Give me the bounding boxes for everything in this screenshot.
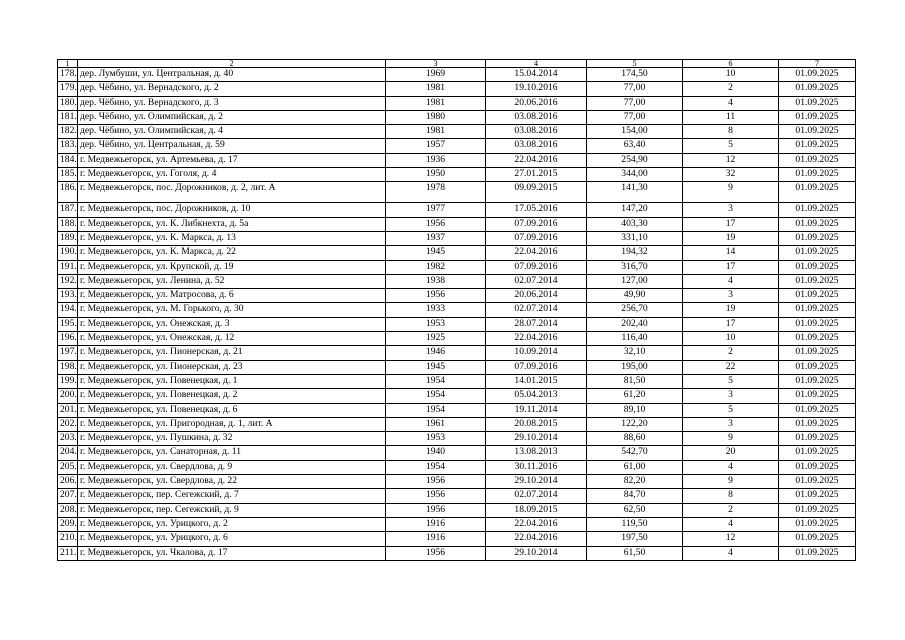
build-year-cell: 1954 — [386, 403, 486, 417]
count-cell: 5 — [683, 403, 779, 417]
address-cell: г. Медвежьегорск, ул. Свердлова, д. 9 — [78, 460, 386, 474]
build-year-cell: 1940 — [386, 446, 486, 460]
area-cell: 195,00 — [587, 360, 683, 374]
deadline-date-cell: 01.09.2025 — [779, 403, 856, 417]
row-number-cell: 200. — [58, 389, 78, 403]
date-cell: 03.08.2016 — [486, 139, 587, 153]
count-cell: 14 — [683, 246, 779, 260]
date-cell: 02.07.2014 — [486, 274, 587, 288]
column-number: 4 — [486, 60, 587, 68]
deadline-date-cell: 01.09.2025 — [779, 432, 856, 446]
column-number-row — [58, 60, 856, 68]
table-row — [58, 203, 856, 217]
deadline-date-cell: 01.09.2025 — [779, 346, 856, 360]
count-cell: 3 — [683, 417, 779, 431]
address-cell: г. Медвежьегорск, ул. Повенецкая, д. 6 — [78, 403, 386, 417]
area-cell: 82,20 — [587, 475, 683, 489]
address-cell: г. Медвежьегорск, пер. Сегежский, д. 9 — [78, 503, 386, 517]
row-number-cell: 178. — [58, 68, 78, 82]
deadline-date-cell: 01.09.2025 — [779, 332, 856, 346]
count-cell: 19 — [683, 231, 779, 245]
table-row — [58, 446, 856, 460]
count-cell: 17 — [683, 260, 779, 274]
row-number-cell: 195. — [58, 317, 78, 331]
row-number-cell: 199. — [58, 374, 78, 388]
count-cell: 19 — [683, 303, 779, 317]
count-cell: 9 — [683, 432, 779, 446]
build-year-cell: 1938 — [386, 274, 486, 288]
build-year-cell: 1981 — [386, 125, 486, 139]
area-cell: 81,50 — [587, 374, 683, 388]
column-number: 3 — [386, 60, 486, 68]
deadline-date-cell: 01.09.2025 — [779, 517, 856, 531]
date-cell: 17.05.2016 — [486, 203, 587, 217]
row-number-cell: 205. — [58, 460, 78, 474]
table-row — [58, 303, 856, 317]
table-row — [58, 289, 856, 303]
count-cell: 8 — [683, 489, 779, 503]
address-cell: г. Медвежьегорск, ул. Пионерская, д. 21 — [78, 346, 386, 360]
build-year-cell: 1916 — [386, 517, 486, 531]
count-cell: 11 — [683, 110, 779, 124]
row-number-cell: 196. — [58, 332, 78, 346]
address-cell: г. Медвежьегорск, ул. К. Либкнехта, д. 5а — [78, 217, 386, 231]
area-cell: 77,00 — [587, 96, 683, 110]
build-year-cell: 1916 — [386, 532, 486, 546]
deadline-date-cell: 01.09.2025 — [779, 139, 856, 153]
area-cell: 202,40 — [587, 317, 683, 331]
table-row — [58, 260, 856, 274]
row-number-cell: 185. — [58, 168, 78, 182]
date-cell: 07.09.2016 — [486, 260, 587, 274]
date-cell: 15.04.2014 — [486, 68, 587, 82]
row-number-cell: 193. — [58, 289, 78, 303]
row-number-cell: 183. — [58, 139, 78, 153]
column-number: 7 — [779, 60, 856, 68]
deadline-date-cell: 01.09.2025 — [779, 96, 856, 110]
row-number-cell: 192. — [58, 274, 78, 288]
count-cell: 2 — [683, 503, 779, 517]
address-cell: г. Медвежьегорск, ул. Ленина, д. 52 — [78, 274, 386, 288]
date-cell: 20.06.2016 — [486, 96, 587, 110]
deadline-date-cell: 01.09.2025 — [779, 82, 856, 96]
count-cell: 3 — [683, 203, 779, 217]
date-cell: 27.01.2015 — [486, 168, 587, 182]
area-cell: 89,10 — [587, 403, 683, 417]
row-number-cell: 208. — [58, 503, 78, 517]
table-row — [58, 432, 856, 446]
build-year-cell: 1978 — [386, 182, 486, 203]
row-number-cell: 181. — [58, 110, 78, 124]
area-cell: 62,50 — [587, 503, 683, 517]
column-number: 6 — [683, 60, 779, 68]
build-year-cell: 1953 — [386, 317, 486, 331]
date-cell: 03.08.2016 — [486, 125, 587, 139]
build-year-cell: 1954 — [386, 460, 486, 474]
row-number-cell: 190. — [58, 246, 78, 260]
build-year-cell: 1981 — [386, 96, 486, 110]
date-cell: 22.04.2016 — [486, 532, 587, 546]
deadline-date-cell: 01.09.2025 — [779, 374, 856, 388]
area-cell: 141,30 — [587, 182, 683, 203]
address-cell: дер. Чёбино, ул. Вернадского, д. 3 — [78, 96, 386, 110]
row-number-cell: 188. — [58, 217, 78, 231]
table-row — [58, 417, 856, 431]
address-cell: г. Медвежьегорск, пос. Дорожников, д. 10 — [78, 203, 386, 217]
table-row — [58, 532, 856, 546]
deadline-date-cell: 01.09.2025 — [779, 289, 856, 303]
build-year-cell: 1957 — [386, 139, 486, 153]
area-cell: 77,00 — [587, 82, 683, 96]
table-row — [58, 503, 856, 517]
count-cell: 3 — [683, 289, 779, 303]
count-cell: 20 — [683, 446, 779, 460]
date-cell: 09.09.2015 — [486, 182, 587, 203]
count-cell: 4 — [683, 460, 779, 474]
deadline-date-cell: 01.09.2025 — [779, 317, 856, 331]
build-year-cell: 1980 — [386, 110, 486, 124]
table-row — [58, 403, 856, 417]
row-number-cell: 211. — [58, 546, 78, 560]
count-cell: 4 — [683, 546, 779, 560]
table-row — [58, 475, 856, 489]
deadline-date-cell: 01.09.2025 — [779, 274, 856, 288]
row-number-cell: 209. — [58, 517, 78, 531]
build-year-cell: 1936 — [386, 153, 486, 167]
date-cell: 03.08.2016 — [486, 110, 587, 124]
table-row — [58, 374, 856, 388]
address-cell: дер. Лумбуши, ул. Центральная, д. 40 — [78, 68, 386, 82]
address-cell: дер. Чёбино, ул. Олимпийская, д. 2 — [78, 110, 386, 124]
row-number-cell: 184. — [58, 153, 78, 167]
address-cell: г. Медвежьегорск, ул. Урицкого, д. 6 — [78, 532, 386, 546]
address-cell: г. Медвежьегорск, ул. Артемьева, д. 17 — [78, 153, 386, 167]
row-number-cell: 203. — [58, 432, 78, 446]
table-row — [58, 317, 856, 331]
row-number-cell: 202. — [58, 417, 78, 431]
date-cell: 22.04.2016 — [486, 153, 587, 167]
row-number-cell: 210. — [58, 532, 78, 546]
area-cell: 256,70 — [587, 303, 683, 317]
row-number-cell: 189. — [58, 231, 78, 245]
area-cell: 122,20 — [587, 417, 683, 431]
address-cell: г. Медвежьегорск, ул. Пушкина, д. 32 — [78, 432, 386, 446]
address-cell: г. Медвежьегорск, ул. Онежская, д. 12 — [78, 332, 386, 346]
build-year-cell: 1956 — [386, 546, 486, 560]
deadline-date-cell: 01.09.2025 — [779, 460, 856, 474]
build-year-cell: 1956 — [386, 217, 486, 231]
build-year-cell: 1953 — [386, 432, 486, 446]
deadline-date-cell: 01.09.2025 — [779, 303, 856, 317]
build-year-cell: 1945 — [386, 246, 486, 260]
row-number-cell: 207. — [58, 489, 78, 503]
count-cell: 4 — [683, 517, 779, 531]
build-year-cell: 1937 — [386, 231, 486, 245]
deadline-date-cell: 01.09.2025 — [779, 446, 856, 460]
build-year-cell: 1954 — [386, 389, 486, 403]
date-cell: 07.09.2016 — [486, 360, 587, 374]
count-cell: 12 — [683, 532, 779, 546]
area-cell: 254,90 — [587, 153, 683, 167]
date-cell: 22.04.2016 — [486, 246, 587, 260]
area-cell: 84,70 — [587, 489, 683, 503]
date-cell: 05.04.2013 — [486, 389, 587, 403]
row-number-cell: 198. — [58, 360, 78, 374]
build-year-cell: 1950 — [386, 168, 486, 182]
area-cell: 174,50 — [587, 68, 683, 82]
date-cell: 30.11.2016 — [486, 460, 587, 474]
area-cell: 331,10 — [587, 231, 683, 245]
address-cell: г. Медвежьегорск, ул. М. Горького, д. 30 — [78, 303, 386, 317]
date-cell: 22.04.2016 — [486, 517, 587, 531]
deadline-date-cell: 01.09.2025 — [779, 168, 856, 182]
table-row — [58, 460, 856, 474]
date-cell: 10.09.2014 — [486, 346, 587, 360]
row-number-cell: 201. — [58, 403, 78, 417]
deadline-date-cell: 01.09.2025 — [779, 125, 856, 139]
count-cell: 3 — [683, 389, 779, 403]
row-number-cell: 194. — [58, 303, 78, 317]
deadline-date-cell: 01.09.2025 — [779, 231, 856, 245]
table-row — [58, 153, 856, 167]
table-row — [58, 346, 856, 360]
date-cell: 22.04.2016 — [486, 332, 587, 346]
address-cell: г. Медвежьегорск, ул. К. Маркса, д. 22 — [78, 246, 386, 260]
address-cell: г. Медвежьегорск, ул. Пионерская, д. 23 — [78, 360, 386, 374]
deadline-date-cell: 01.09.2025 — [779, 68, 856, 82]
table-row — [58, 489, 856, 503]
area-cell: 194,32 — [587, 246, 683, 260]
area-cell: 154,00 — [587, 125, 683, 139]
date-cell: 29.10.2014 — [486, 546, 587, 560]
deadline-date-cell: 01.09.2025 — [779, 153, 856, 167]
table-row — [58, 274, 856, 288]
area-cell: 116,40 — [587, 332, 683, 346]
area-cell: 88,60 — [587, 432, 683, 446]
build-year-cell: 1954 — [386, 374, 486, 388]
build-year-cell: 1925 — [386, 332, 486, 346]
date-cell: 14.01.2015 — [486, 374, 587, 388]
date-cell: 19.11.2014 — [486, 403, 587, 417]
deadline-date-cell: 01.09.2025 — [779, 203, 856, 217]
deadline-date-cell: 01.09.2025 — [779, 417, 856, 431]
count-cell: 10 — [683, 332, 779, 346]
build-year-cell: 1956 — [386, 489, 486, 503]
build-year-cell: 1977 — [386, 203, 486, 217]
address-cell: г. Медвежьегорск, ул. Онежская, д. 3 — [78, 317, 386, 331]
deadline-date-cell: 01.09.2025 — [779, 182, 856, 203]
count-cell: 2 — [683, 346, 779, 360]
area-cell: 61,00 — [587, 460, 683, 474]
build-year-cell: 1933 — [386, 303, 486, 317]
row-number-cell: 191. — [58, 260, 78, 274]
address-cell: г. Медвежьегорск, ул. Чкалова, д. 17 — [78, 546, 386, 560]
date-cell: 20.08.2015 — [486, 417, 587, 431]
table-row — [58, 168, 856, 182]
document-page — [57, 59, 839, 561]
count-cell: 2 — [683, 82, 779, 96]
count-cell: 9 — [683, 182, 779, 203]
address-cell: г. Медвежьегорск, ул. Матросова, д. 6 — [78, 289, 386, 303]
deadline-date-cell: 01.09.2025 — [779, 532, 856, 546]
table-row — [58, 96, 856, 110]
build-year-cell: 1961 — [386, 417, 486, 431]
area-cell: 61,20 — [587, 389, 683, 403]
table-row — [58, 360, 856, 374]
build-year-cell: 1982 — [386, 260, 486, 274]
table-row — [58, 125, 856, 139]
table-row — [58, 517, 856, 531]
area-cell: 403,30 — [587, 217, 683, 231]
row-number-cell: 197. — [58, 346, 78, 360]
address-cell: г. Медвежьегорск, пер. Сегежский, д. 7 — [78, 489, 386, 503]
table-row — [58, 110, 856, 124]
table-row — [58, 182, 856, 203]
deadline-date-cell: 01.09.2025 — [779, 246, 856, 260]
row-number-cell: 204. — [58, 446, 78, 460]
area-cell: 344,00 — [587, 168, 683, 182]
column-number: 1 — [58, 60, 78, 68]
date-cell: 28.07.2014 — [486, 317, 587, 331]
deadline-date-cell: 01.09.2025 — [779, 489, 856, 503]
area-cell: 49,90 — [587, 289, 683, 303]
area-cell: 77,00 — [587, 110, 683, 124]
address-cell: г. Медвежьегорск, ул. К. Маркса, д. 13 — [78, 231, 386, 245]
address-cell: г. Медвежьегорск, ул. Пригородная, д. 1, лит. А — [78, 417, 386, 431]
date-cell: 13.08.2013 — [486, 446, 587, 460]
area-cell: 119,50 — [587, 517, 683, 531]
address-cell: г. Медвежьегорск, ул. Санаторная, д. 11 — [78, 446, 386, 460]
deadline-date-cell: 01.09.2025 — [779, 360, 856, 374]
date-cell: 02.07.2014 — [486, 489, 587, 503]
address-cell: г. Медвежьегорск, ул. Урицкого, д. 2 — [78, 517, 386, 531]
count-cell: 17 — [683, 317, 779, 331]
table-row — [58, 389, 856, 403]
address-cell: дер. Чёбино, ул. Вернадского, д. 2 — [78, 82, 386, 96]
area-cell: 316,70 — [587, 260, 683, 274]
date-cell: 29.10.2014 — [486, 432, 587, 446]
date-cell: 07.09.2016 — [486, 231, 587, 245]
count-cell: 32 — [683, 168, 779, 182]
deadline-date-cell: 01.09.2025 — [779, 110, 856, 124]
row-number-cell: 180. — [58, 96, 78, 110]
address-cell: г. Медвежьегорск, ул. Повенецкая, д. 1 — [78, 374, 386, 388]
address-cell: г. Медвежьегорск, ул. Крупской, д. 19 — [78, 260, 386, 274]
count-cell: 10 — [683, 68, 779, 82]
area-cell: 127,00 — [587, 274, 683, 288]
count-cell: 17 — [683, 217, 779, 231]
table-row — [58, 217, 856, 231]
column-number: 2 — [78, 60, 386, 68]
deadline-date-cell: 01.09.2025 — [779, 503, 856, 517]
count-cell: 4 — [683, 96, 779, 110]
table-body — [58, 60, 856, 561]
address-cell: дер. Чёбино, ул. Центральная, д. 59 — [78, 139, 386, 153]
address-cell: г. Медвежьегорск, ул. Гоголя, д. 4 — [78, 168, 386, 182]
deadline-date-cell: 01.09.2025 — [779, 475, 856, 489]
area-cell: 61,50 — [587, 546, 683, 560]
count-cell: 5 — [683, 139, 779, 153]
build-year-cell: 1981 — [386, 82, 486, 96]
row-number-cell: 187. — [58, 203, 78, 217]
count-cell: 4 — [683, 274, 779, 288]
deadline-date-cell: 01.09.2025 — [779, 260, 856, 274]
row-number-cell: 179. — [58, 82, 78, 96]
build-year-cell: 1956 — [386, 289, 486, 303]
table-row — [58, 332, 856, 346]
date-cell: 19.10.2016 — [486, 82, 587, 96]
area-cell: 32,10 — [587, 346, 683, 360]
address-cell: г. Медвежьегорск, ул. Свердлова, д. 22 — [78, 475, 386, 489]
area-cell: 197,50 — [587, 532, 683, 546]
deadline-date-cell: 01.09.2025 — [779, 389, 856, 403]
date-cell: 20.06.2014 — [486, 289, 587, 303]
date-cell: 29.10.2014 — [486, 475, 587, 489]
table-row — [58, 139, 856, 153]
table-row — [58, 82, 856, 96]
address-cell: г. Медвежьегорск, ул. Повенецкая, д. 2 — [78, 389, 386, 403]
build-year-cell: 1946 — [386, 346, 486, 360]
area-cell: 63,40 — [587, 139, 683, 153]
date-cell: 07.09.2016 — [486, 217, 587, 231]
row-number-cell: 186. — [58, 182, 78, 203]
deadline-date-cell: 01.09.2025 — [779, 217, 856, 231]
address-cell: г. Медвежьегорск, пос. Дорожников, д. 2, лит. А — [78, 182, 386, 203]
table-row — [58, 546, 856, 560]
row-number-cell: 182. — [58, 125, 78, 139]
housing-registry-table — [57, 59, 856, 561]
table-row — [58, 68, 856, 82]
deadline-date-cell: 01.09.2025 — [779, 546, 856, 560]
count-cell: 9 — [683, 475, 779, 489]
count-cell: 12 — [683, 153, 779, 167]
build-year-cell: 1956 — [386, 503, 486, 517]
area-cell: 147,20 — [587, 203, 683, 217]
row-number-cell: 206. — [58, 475, 78, 489]
date-cell: 18.09.2015 — [486, 503, 587, 517]
area-cell: 542,70 — [587, 446, 683, 460]
build-year-cell: 1945 — [386, 360, 486, 374]
table-row — [58, 231, 856, 245]
count-cell: 5 — [683, 374, 779, 388]
date-cell: 02.07.2014 — [486, 303, 587, 317]
count-cell: 8 — [683, 125, 779, 139]
address-cell: дер. Чёбино, ул. Олимпийская, д. 4 — [78, 125, 386, 139]
build-year-cell: 1969 — [386, 68, 486, 82]
column-number: 5 — [587, 60, 683, 68]
build-year-cell: 1956 — [386, 475, 486, 489]
table-row — [58, 246, 856, 260]
count-cell: 22 — [683, 360, 779, 374]
